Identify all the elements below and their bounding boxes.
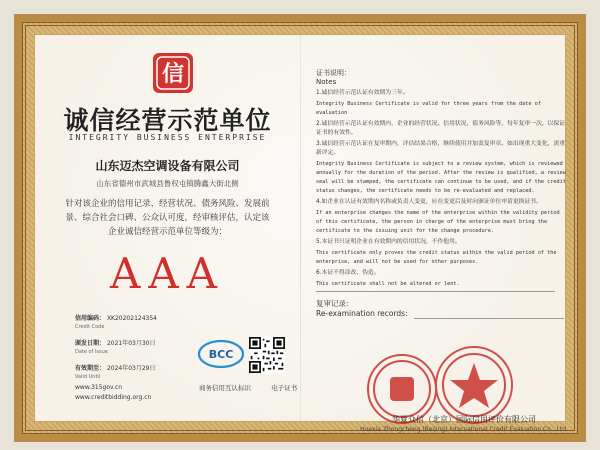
- valid-until-value: 2024年03月29日: [106, 365, 156, 372]
- certificate-description: 针对该企业的信用记录、经营状况、债务风险、发展前景、综合社会口碑、公众认可度，经审核评估，认定该企业诚信经营示范单位等级为：: [65, 199, 270, 237]
- reexam-title-cn: 复审记录：: [316, 299, 354, 308]
- credit-code-en: Credit Code: [75, 324, 105, 330]
- note-item: 4.如企业在认证有效期内名称或负责人变更，应在变更后及时向颁证单位申请更换证书。: [316, 199, 542, 205]
- qr-code-icon[interactable]: [249, 337, 285, 373]
- reexam-line: [414, 318, 564, 319]
- note-item: If an enterprise changes the name of the enterprise within the validity period of this certificate, the person in charge of the enterprise must bring the certificate to the issuing unit for the change procedure.: [316, 210, 560, 234]
- logo-icon: [156, 56, 190, 90]
- note-item: This certificate shall not be altered or lent.: [316, 281, 460, 287]
- certificate-frame: [14, 14, 586, 442]
- issuer-name-en: Huaxia Zhongcheng (Beijing) International Credit Evaluation Co., Ltd.: [360, 426, 568, 433]
- certificate-front: [35, 35, 300, 421]
- issue-date-label: 颁发日期：: [75, 340, 106, 347]
- credit-grade: AAA: [110, 249, 225, 298]
- reexam-title-en: Re-examination records:: [316, 309, 408, 318]
- certificate-subtitle: INTEGRITY BUSINESS ENTERPRISE: [68, 133, 267, 142]
- valid-until-label: 有效期至：: [75, 365, 106, 372]
- notes-title-en: Notes: [316, 78, 337, 86]
- issuer-name-cn: 华夏众信（北京）国际信用评价有限公司: [392, 415, 536, 424]
- note-item: 2.诚信经营示范认证有效期内，企业的经营状况、信用状况、债务风险等，每年复审一次，以保证证书的有效性。: [316, 121, 566, 136]
- credit-code-row: [75, 315, 157, 331]
- issue-date-value: 2021年03月30日: [106, 340, 156, 347]
- certificate-title: 诚信经营示范单位: [63, 106, 272, 135]
- note-item: Integrity Business Certificate is valid for three years from the date of evaluation: [316, 101, 541, 116]
- website-links: [75, 383, 151, 403]
- credit-code-value: XK20202124354: [106, 315, 157, 322]
- certificate-paper: [34, 34, 568, 433]
- issue-date-en: Date of Issue: [75, 349, 108, 355]
- certificate-info: [75, 315, 157, 390]
- notes-title-cn: 证书说明：: [316, 69, 351, 77]
- logo-badge: [153, 53, 193, 93]
- reexam-section: [316, 299, 564, 319]
- certificate-back: [300, 35, 568, 433]
- company-name: 山东迈杰空调设备有限公司: [95, 159, 240, 173]
- issue-date-row: [75, 340, 157, 356]
- note-item: 1.诚信经营示范认证有效期为三年。: [316, 90, 409, 96]
- valid-until-row: [75, 365, 157, 381]
- url-315gov[interactable]: www.315gov.cn: [75, 384, 123, 391]
- certificate-border: [22, 22, 578, 434]
- note-item: 6.本证不得涂改、伪造。: [316, 270, 380, 276]
- note-item: This certificate only proves the credit status within the valid period of the enterprise, and will not be used for other purposes.: [316, 250, 557, 265]
- note-item: 3.诚信经营示范认证在复审期内，评估结果合格，继续使用并加盖复审章。如出现重大变化，需重新评定。: [316, 141, 566, 156]
- url-creditbidding[interactable]: www.creditbidding.org.cn: [75, 394, 152, 401]
- valid-until-en: Valid Until: [75, 374, 101, 380]
- notes-section: [316, 69, 566, 291]
- e-cert-label: 电子证书: [271, 384, 298, 392]
- bcc-logo-icon: [197, 339, 245, 369]
- divider: [316, 291, 555, 292]
- svg-text:BCC: BCC: [208, 348, 234, 361]
- note-item: Integrity Business Certificate is subject to a review system, which is reviewed annually for the duration of the period. After the review is qualified, a review seal will be stamped, the certificate can continue to be used, and if the credit status changes, the certificate needs to be re-evaluated and replaced.: [316, 161, 566, 194]
- issuer: [354, 415, 574, 435]
- business-credit-label: 商务信用互认标识: [199, 384, 251, 392]
- note-item: 5.本证书只证明企业在有效期内的信用状况，不作他用。: [316, 239, 461, 245]
- credit-code-label: 信用编码：: [75, 315, 106, 322]
- svg-text:信: 信: [161, 61, 185, 87]
- company-address: 山东省德州市武城县鲁权屯镇腾鑫大街北侧: [96, 179, 239, 188]
